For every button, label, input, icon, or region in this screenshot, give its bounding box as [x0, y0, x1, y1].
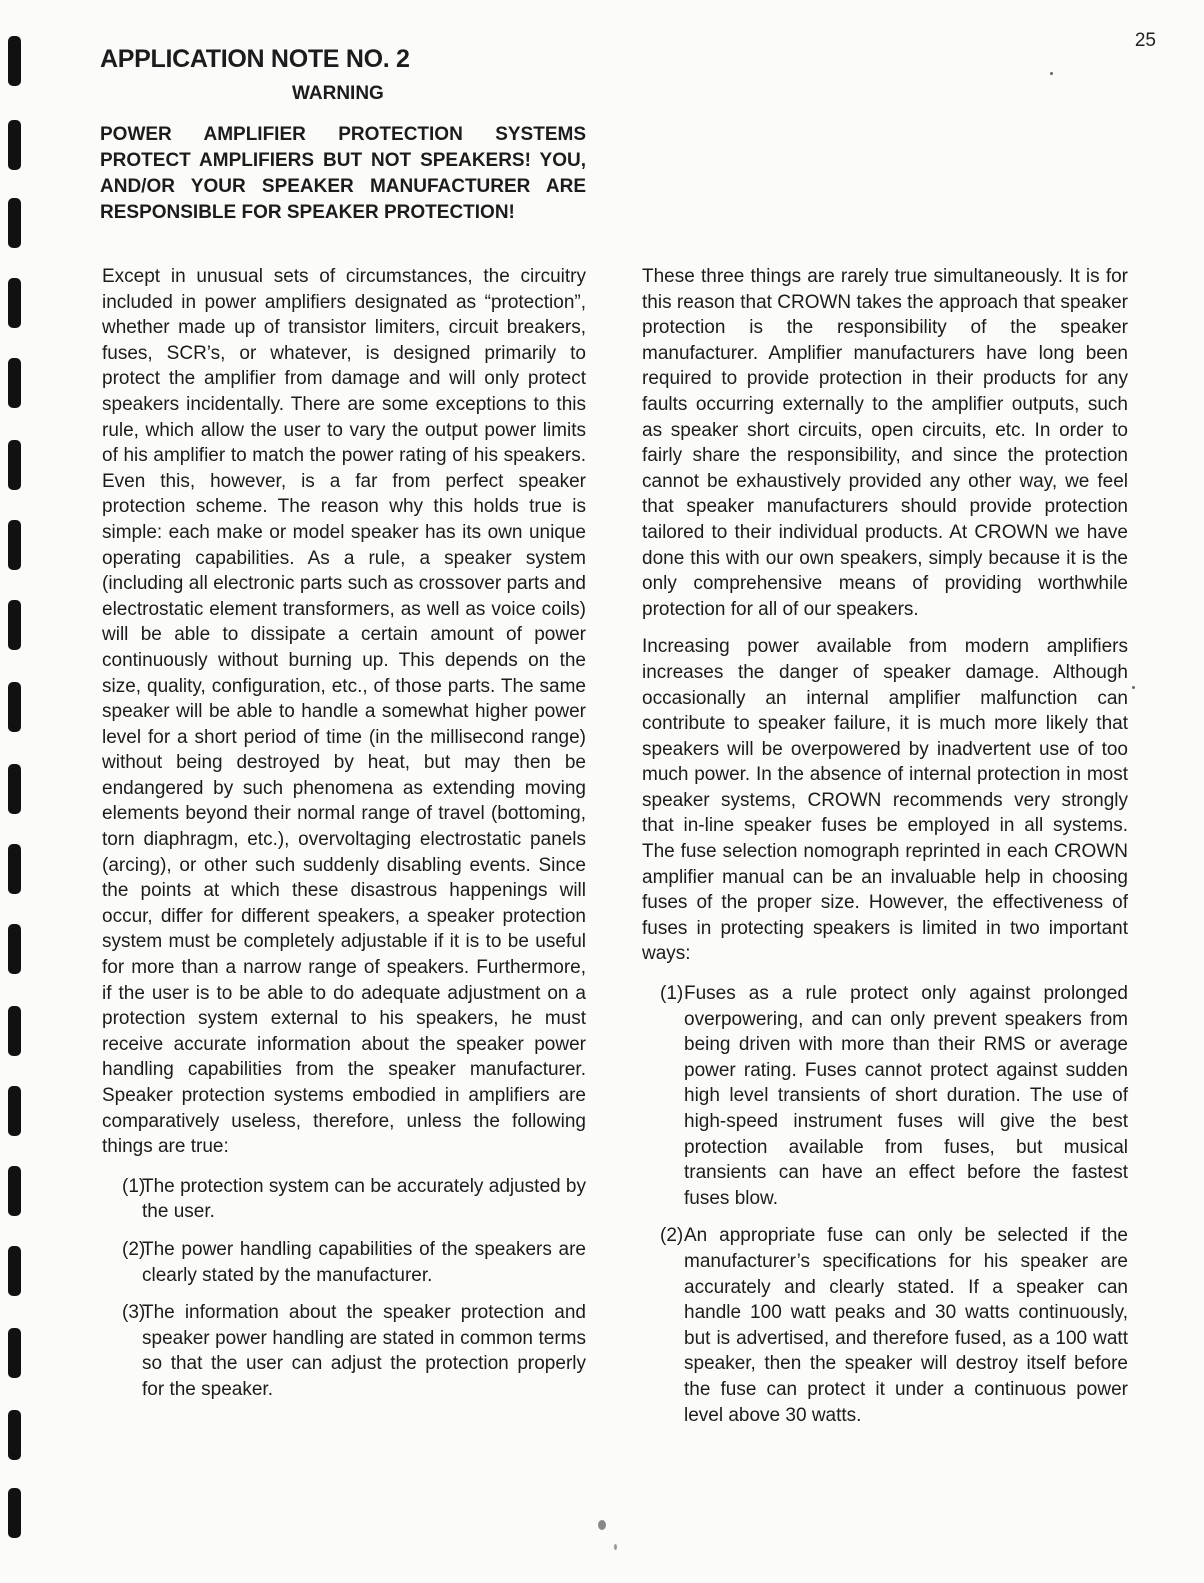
- list-item-text: The information about the speaker protection and speaker power handling are stated in common terms so that the user can adjust the protection properly for the speaker.: [142, 1302, 586, 1400]
- binding-hole: [8, 1246, 21, 1296]
- page-number: 25: [1134, 30, 1156, 51]
- warning-text: POWER AMPLIFIER PROTECTION SYSTEMS PROTECT AMPLIFIERS BUT NOT SPEAKERS! YOU, AND/OR YOUR SPEAKER MANUFACTURER ARE RESPONSIBLE FOR SPEAKER PROTECTION!: [100, 124, 586, 223]
- binding-hole: [8, 764, 21, 814]
- list-item: [102, 1237, 586, 1288]
- document-header: [100, 44, 600, 226]
- list-item-number: (3): [122, 1302, 146, 1324]
- left-paragraph: Except in unusual sets of circumstances, the circuitry included in power amplifiers designated as “protection”, whether made up of transistor limiters, circuit breakers, fuses, SCR’s, or whatever, is designed primarily to protect the amplifier from damage and will only protect speakers incidentally. There are some exceptions to this rule, which allow the user to vary the output power limits of his amplifier to match the power rating of his speakers. Even this, however, is a far from perfect speaker protection scheme. The reason why this holds true is simple: each make or model speaker has its own unique operating capabilities. As a rule, a speaker system (including all electronic parts such as crossover parts and electrostatic element transformers, as well as voice coils) will be able to dissipate a certain amount of power continuously without burning up. This depends on the size, quality, configuration, etc., of those parts. The same speaker will be able to handle a somewhat higher power level for a short period of time (in the millisecond range) without being destroyed by heat, but may then be endangered by such phenomena as extending moving elements beyond their normal range of travel (bottoming, torn diaphragm, etc.), overvoltaging electrostatic panels (arcing), or other such suddenly disabling events. Since the points at which these disastrous happenings will occur, differ for different speakers, a speaker protection system must be completely adjustable if it is to be useful for more than a narrow range of speakers. Furthermore, if the user is to be able to do adequate adjustment on a protection system external to his speakers, he must receive accurate information about the speaker power handling capabilities from the speaker manufacturer. Speaker protection systems embodied in amplifiers are comparatively useless, therefore, unless the following things are true:: [102, 266, 586, 1158]
- binding-hole: [8, 440, 21, 490]
- binding-hole: [8, 1488, 21, 1538]
- list-item-text: Fuses as a rule protect only against prolonged overpowering, and can only prevent speakers from being driven with more than their RMS or average power rating. Fuses cannot protect against sudden high level transients of short duration. The use of high-speed instrument fuses will give the best protection available from fuses, but musical transients can have an effect before the fastest fuses blow.: [684, 983, 1128, 1209]
- list-item-text: The protection system can be accurately adjusted by the user.: [142, 1175, 586, 1223]
- right-column: [642, 264, 1128, 1440]
- list-item-number: (1): [122, 1175, 146, 1197]
- binding-hole: [8, 520, 21, 570]
- binding-hole: [8, 358, 21, 408]
- list-item: [102, 1300, 586, 1402]
- scan-speck: [1132, 686, 1135, 689]
- binding-hole: [8, 198, 21, 248]
- scan-speck: [614, 1544, 617, 1550]
- conditions-list: [102, 1174, 586, 1403]
- binding-hole: [8, 278, 21, 328]
- note-title: APPLICATION NOTE NO. 2: [100, 45, 410, 73]
- list-item-number: (1): [660, 983, 684, 1005]
- left-column: [102, 264, 586, 1415]
- binding-hole: [8, 1166, 21, 1216]
- binding-hole: [8, 1006, 21, 1056]
- list-item-number: (2): [660, 1225, 684, 1247]
- right-paragraph-2: Increasing power available from modern amplifiers increases the danger of speaker damage. Although occasionally an internal amplifier malfunction can contribute to speaker failure, it is much more likely that speakers will be overpowered by inadvertent use of too much power. In the absence of internal protection in most speaker systems, CROWN recommends very strongly that in-line speaker fuses be employed in all systems. The fuse selection nomograph reprinted in each CROWN amplifier manual can be an invaluable help in choosing fuses of the proper size. However, the effectiveness of fuses in protecting speakers is limited in two important ways:: [642, 636, 1128, 965]
- binding-hole: [8, 1410, 21, 1460]
- warning-label: WARNING: [292, 83, 384, 104]
- binding-hole: [8, 1086, 21, 1136]
- scan-speck: [1050, 72, 1053, 75]
- list-item: [102, 1174, 586, 1225]
- binding-hole: [8, 844, 21, 894]
- binding-hole: [8, 120, 21, 170]
- list-item: [642, 1223, 1128, 1428]
- list-item-text: An appropriate fuse can only be selected if the manufacturer’s specifications for his speaker are accurately and clearly stated. If a speaker can handle 100 watt peaks and 30 watts continuously, but is advertised, and therefore fused, as a 100 watt speaker, then the speaker will destroy itself before the fuse can protect it under a continuous power level above 30 watts.: [684, 1225, 1128, 1426]
- binding-hole: [8, 600, 21, 650]
- binding-hole: [8, 682, 21, 732]
- list-item: [642, 981, 1128, 1211]
- binding-hole: [8, 36, 21, 86]
- binding-hole: [8, 924, 21, 974]
- binding-hole: [8, 1328, 21, 1378]
- list-item-number: (2): [122, 1238, 146, 1260]
- scan-speck: [598, 1520, 606, 1530]
- fuse-limits-list: [642, 981, 1128, 1428]
- right-paragraph-1: These three things are rarely true simultaneously. It is for this reason that CROWN takes the approach that speaker protection is the responsibility of the speaker manufacturer. Amplifier manufacturers have long been required to provide protection in their products for any faults occurring externally to the amplifier outputs, such as speaker short circuits, open circuits, etc. In order to fairly share the responsibility, and since the protection cannot be exhaustively provided any other way, we feel that speaker manufacturers should provide protection tailored to their individual products. At CROWN we have done this with our own speakers, simply because it is the only comprehensive means of providing worthwhile protection for all of our speakers.: [642, 266, 1128, 620]
- list-item-text: The power handling capabilities of the speakers are clearly stated by the manufacturer.: [142, 1238, 586, 1286]
